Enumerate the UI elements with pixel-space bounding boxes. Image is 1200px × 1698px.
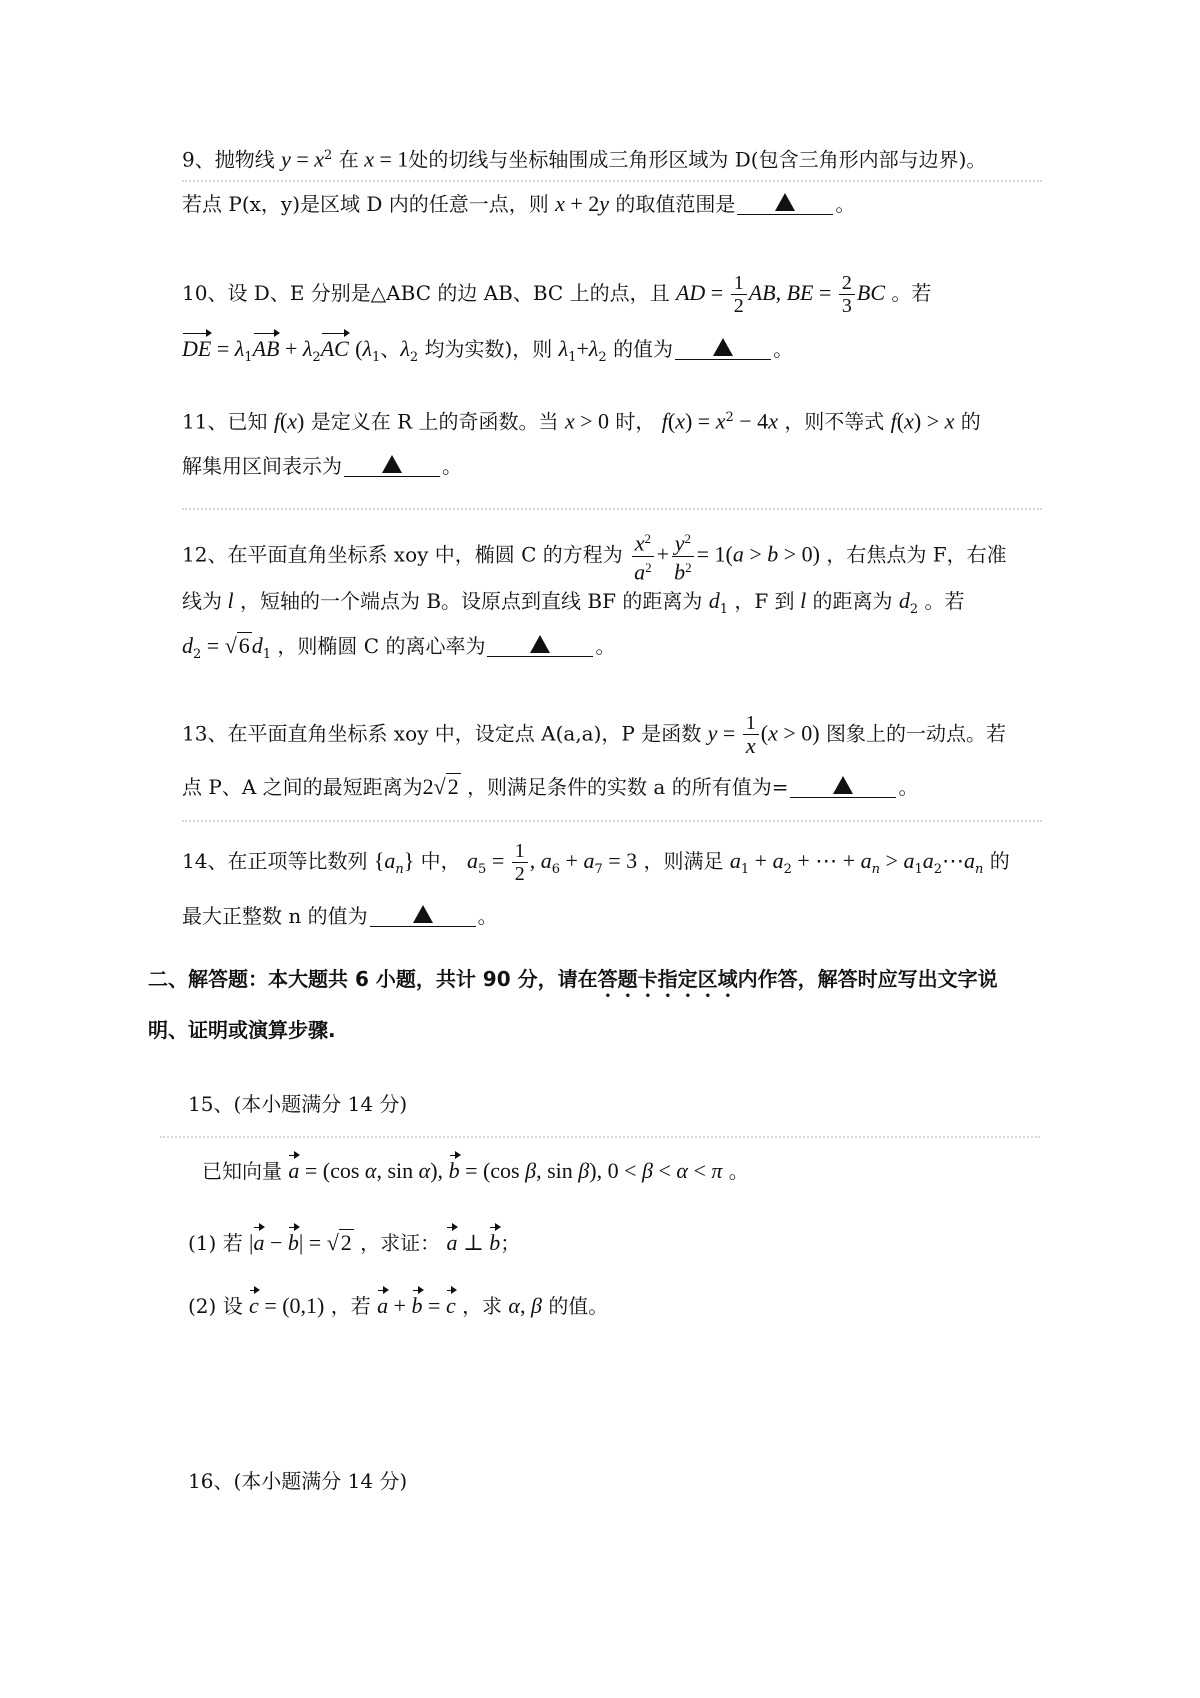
triangle-icon <box>530 635 550 653</box>
q13-end: 。 <box>898 775 919 799</box>
q15-part1-text: ，求证： <box>360 1231 441 1255</box>
q12-answer-blank[interactable] <box>487 632 593 657</box>
q11-text4: ，则不等式 <box>784 409 885 434</box>
q15-part2-text: ，若 <box>330 1294 371 1318</box>
q10-line1: 10、设 D、E 分别是△ABC 的边 AB、BC 上的点，且 AD = $\frac{1}{2}$ AB, BE = $\frac{2}{3}$ BC 。若 <box>182 272 932 317</box>
q14-text: 在正项等比数列 <box>227 849 368 873</box>
q11-text: 已知 <box>227 409 268 434</box>
q11-text2: 是定义在 R 上的奇函数。当 <box>310 409 559 434</box>
q14-answer-blank[interactable] <box>370 902 476 927</box>
q14-line1: 14、在正项等比数列 $\{a_n\}$ 中， $a_5$ = $\frac{1}{2}$ , $a_6 + a_7 = 3$ ，则满足 $a_1 + a_2$ + ⋯ + $a_n$ > $a_1a_2\cdots a_n$ 的 <box>182 840 1010 885</box>
q12-text6: 的距离为 <box>812 589 893 613</box>
divider <box>182 508 1042 510</box>
q12-text7: 。若 <box>924 589 965 613</box>
q13-number: 13、 <box>182 721 228 746</box>
section-2-text-a: 二、解答题：本大题共 6 小题，共计 90 分，请在 <box>148 967 598 991</box>
q13-text2: 图象上的一动点。若 <box>825 721 1006 746</box>
q12-line3: $d_2 = √6d_1$ ，则椭圆 C 的离心率为 。 <box>182 633 616 662</box>
q10-answer-blank[interactable] <box>675 335 771 360</box>
q12-text8: ，则椭圆 C 的离心率为 <box>277 634 486 658</box>
q11-end: 。 <box>442 454 462 478</box>
q12-text4: ，短轴的一个端点为 B。设原点到直线 BF 的距离为 <box>239 589 703 613</box>
q12-text5: ，F 到 <box>734 589 795 613</box>
q13-answer-blank[interactable] <box>790 773 896 798</box>
q14-line2 <box>182 902 498 930</box>
triangle-icon <box>413 905 433 923</box>
q15-part2-text2: ，求 <box>462 1294 503 1318</box>
q9-text: 抛物线 <box>214 147 275 172</box>
q12-text: 在平面直角坐标系 xoy 中，椭圆 C 的方程为 <box>227 542 623 567</box>
q10-text4: 的值为 <box>613 337 674 361</box>
q14-end: 。 <box>477 904 498 928</box>
q9-text5: 的取值范围是 <box>615 192 736 216</box>
q13-text3: 点 P、A 之间的最短距离为 <box>182 775 423 799</box>
q12-line1: 12、在平面直角坐标系 xoy 中，椭圆 C 的方程为 $\frac{x^2}{a^2}$ + $\frac{y^2}{b^2}$ = 1(a > b > 0) ，右焦点为 F，右准 <box>182 528 1007 584</box>
section-2-text-2: 明、证明或演算步骤. <box>148 1018 336 1042</box>
q15-stem: 已知向量 a = (cos α, sin α), b = (cos β, sin β), 0 < β < α < π 。 <box>202 1158 749 1183</box>
q15-part1: (1) 若 |a − b| = √2 ，求证： a ⊥ b； <box>188 1230 521 1255</box>
q10-end: 。 <box>773 337 794 361</box>
q15-part2: (2) 设 c = (0,1) ，若 a + b = c ，求 α, β 的值。 <box>188 1293 609 1318</box>
q16-header-text: 16、(本小题满分 14 分) <box>188 1469 408 1493</box>
section-2-emphasis: 答题卡指定区域 <box>597 967 738 991</box>
q10-text2: 。若 <box>891 281 932 305</box>
q16-header <box>188 1467 407 1495</box>
q11-line2 <box>182 452 462 480</box>
q15-header <box>188 1090 407 1118</box>
q14-text2: 中， <box>420 849 461 873</box>
q9-line1: 9、抛物线 $y = x^2$ 在 x = 1处的切线与坐标轴围成三角形区域为 D(包含三角形内部与边界)。 <box>182 146 987 172</box>
q11-text5: 的 <box>960 409 981 434</box>
q11-text6: 解集用区间表示为 <box>182 454 342 478</box>
q10-text: 设 D、E 分别是△ABC 的边 AB、BC 上的点，且 <box>227 281 670 305</box>
q9-text3: 处的切线与坐标轴围成三角形区域为 D(包含三角形内部与边界)。 <box>408 147 987 172</box>
q9-math-parabola: y <box>281 146 291 172</box>
q9-line2: 若点 P(x，y)是区域 D 内的任意一点，则 x + 2y 的取值范围是 。 <box>182 191 856 216</box>
triangle-icon <box>833 776 853 794</box>
q13-line1: 13、在平面直角坐标系 xoy 中，设定点 A(a,a)，P 是函数 y = $\frac{1}{x}$ (x > 0) 图象上的一动点。若 <box>182 712 1006 758</box>
divider <box>182 180 1042 182</box>
q15-part2-text3: 的值。 <box>548 1294 609 1318</box>
q15-text: 已知向量 <box>202 1159 282 1183</box>
q10-text3: 均为实数)，则 <box>424 337 553 361</box>
divider <box>160 1136 1040 1138</box>
q10-number: 10、 <box>182 281 228 305</box>
q10-line2: DE = $\lambda_1AB + \lambda_2AC$ ($\lambda_1$、$\lambda_2$ 均为实数)，则 $\lambda_1+\lambda_2$ 的值为 。 <box>182 336 794 365</box>
q9-answer-blank[interactable] <box>737 190 833 215</box>
triangle-icon <box>775 193 795 211</box>
divider <box>182 820 1042 822</box>
q14-text5: 最大正整数 n 的值为 <box>182 904 368 928</box>
q15-header-text: 15、(本小题满分 14 分) <box>188 1092 408 1116</box>
q15-part1-label: (1) 若 <box>188 1231 243 1255</box>
q9-text4: 若点 P(x，y)是区域 D 内的任意一点，则 <box>182 192 549 216</box>
q15-part1-end: ； <box>500 1231 521 1255</box>
triangle-icon <box>713 338 733 356</box>
q14-text3: ，则满足 <box>643 849 724 873</box>
q11-text3: 时， <box>615 409 656 434</box>
section-2-text-c: 内作答，解答时应写出文字说 <box>737 967 998 991</box>
q13-text4: ，则满足条件的实数 a 的所有值为= <box>467 775 789 799</box>
q11-line1: 11、已知 f(x) 是定义在 R 上的奇函数。当 x > 0 时， $f(x) = x^2 - 4x$ ，则不等式 f(x) > x 的 <box>182 408 981 434</box>
q12-line2: 线为 l ，短轴的一个端点为 B。设原点到直线 BF 的距离为 $d_1$ ，F 到 l 的距离为 $d_2$ 。若 <box>182 588 965 617</box>
q13-line2: 点 P、A 之间的最短距离为2√2 ，则满足条件的实数 a 的所有值为= 。 <box>182 774 919 799</box>
q9-text2: 在 <box>338 147 359 172</box>
q12-number: 12、 <box>182 542 228 567</box>
q12-text2: ，右焦点为 F，右准 <box>826 542 1007 567</box>
q14-number: 14、 <box>182 849 228 873</box>
section-2-heading <box>148 965 998 1002</box>
q9-number: 9、 <box>182 147 215 172</box>
q15-end: 。 <box>728 1159 749 1183</box>
q15-part2-label: (2) 设 <box>188 1294 243 1318</box>
q11-answer-blank[interactable] <box>344 452 440 477</box>
triangle-icon <box>382 455 402 473</box>
q11-number: 11、 <box>182 409 228 434</box>
section-2-heading-line2 <box>148 1016 336 1044</box>
q14-text4: 的 <box>989 849 1010 873</box>
q12-text3: 线为 <box>182 589 222 613</box>
q13-text: 在平面直角坐标系 xoy 中，设定点 A(a,a)，P 是函数 <box>227 721 702 746</box>
q9-end: 。 <box>835 192 856 216</box>
q12-end: 。 <box>595 634 616 658</box>
